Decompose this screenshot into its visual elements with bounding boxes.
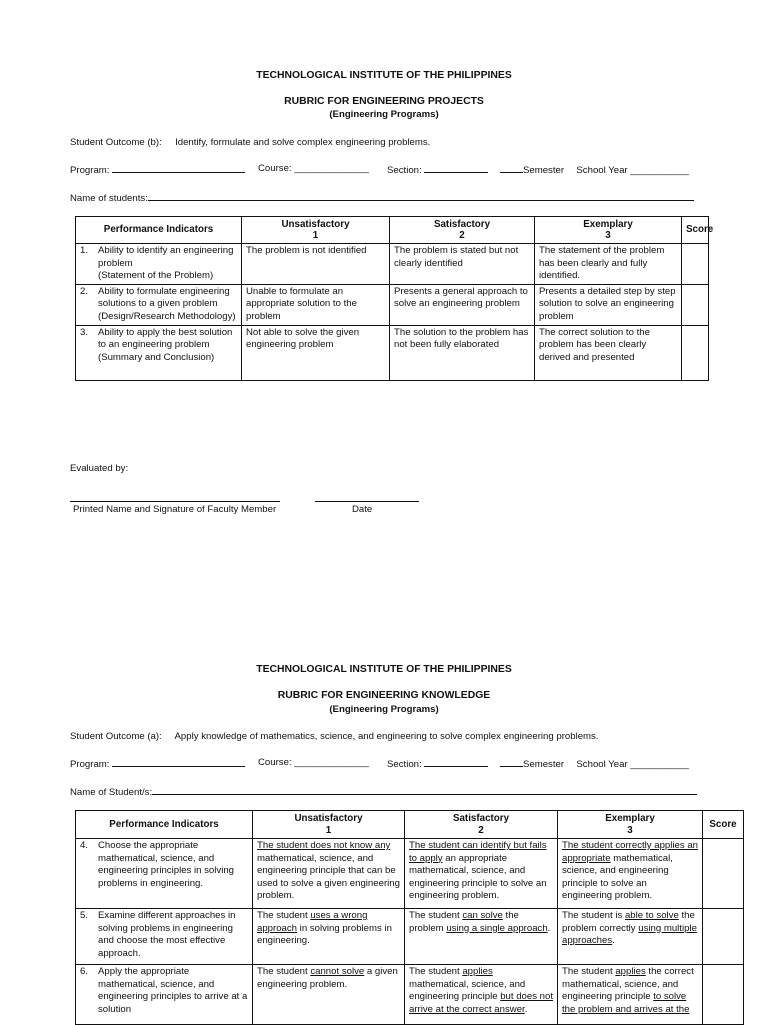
- rubric-table-2: [75, 810, 744, 1025]
- students-blank[interactable]: [152, 785, 697, 795]
- exemplary-cell: [535, 325, 682, 380]
- header-performance-indicators: Performance Indicators: [76, 217, 242, 244]
- header-exemplary: [535, 217, 682, 244]
- cell-text: The student: [257, 966, 311, 977]
- table-row: [76, 965, 744, 1025]
- indicator-text: [98, 840, 248, 890]
- unsatisfactory-cell: [253, 909, 405, 965]
- emphasis-text: The student correctly applies an appropriate: [562, 840, 698, 864]
- header-exem-num: 3: [627, 824, 633, 836]
- institute-name-2: TECHNOLOGICAL INSTITUTE OF THE PHILIPPINES: [256, 664, 512, 675]
- rubric-table-1: [75, 216, 714, 381]
- indicator-text: [98, 327, 237, 365]
- cell-text: a given engineering problem.: [257, 966, 398, 990]
- cell-text: the correct mathematical, science, and engineering principle: [562, 966, 694, 1003]
- score-cell[interactable]: [682, 244, 709, 285]
- date-caption: Date: [352, 504, 373, 515]
- students-label: Name of students:: [70, 193, 148, 204]
- cell-text: The student: [257, 910, 311, 921]
- table-row: [76, 909, 744, 965]
- rubric-title-1: RUBRIC FOR ENGINEERING PROJECTS: [284, 96, 484, 107]
- exemplary-cell: [558, 839, 703, 909]
- header-unsat-num: 1: [312, 230, 319, 241]
- emphasis-text: The student can identify but fails to apply: [409, 840, 547, 864]
- section-field-2[interactable]: [387, 757, 488, 772]
- cell-text: the problem correctly: [562, 910, 695, 934]
- satisfactory-cell: [390, 244, 535, 285]
- exemplary-cell: [535, 284, 682, 325]
- rubric-subtitle-2: (Engineering Programs): [329, 704, 439, 715]
- program-label: Program:: [70, 759, 110, 770]
- emphasis-text: cannot solve: [310, 966, 365, 977]
- score-cell[interactable]: [682, 325, 709, 380]
- header-satisfactory: [405, 811, 558, 839]
- satisfactory-cell: [390, 284, 535, 325]
- cell-text: (Statement of the Problem): [98, 270, 214, 282]
- satisfactory-cell: [405, 965, 558, 1025]
- section-field-1[interactable]: [387, 163, 488, 178]
- performance-indicator-cell: [76, 909, 253, 965]
- header-unsatisfactory: [253, 811, 405, 839]
- performance-indicator-cell: [76, 325, 242, 380]
- indicator-text: [98, 910, 248, 960]
- satisfactory-cell: [405, 839, 558, 909]
- cell-text: (Design/Research Methodology): [98, 310, 236, 322]
- outcome-label: Student Outcome (a):: [70, 731, 162, 742]
- signature-line[interactable]: [70, 501, 280, 502]
- table-row: [76, 325, 709, 380]
- indicator-text: [98, 245, 237, 283]
- cell-text: Apply the appropriate mathematical, science, and engineering principles to arrive at a solution: [98, 966, 248, 1015]
- course-blank[interactable]: ______________: [294, 163, 369, 174]
- cell-text: .: [524, 1003, 528, 1015]
- cell-text: Ability to formulate engineering solutions to a given problem: [98, 285, 230, 310]
- outcome-text: Identify, formulate and solve complex engineering problems.: [175, 137, 431, 148]
- score-cell[interactable]: [682, 284, 709, 325]
- cell-text: The correct solution to the problem has been clearly derived and presented: [539, 326, 650, 363]
- cell-text: mathematical, science, and engineering principle that can be used to solve a given engineering problem.: [257, 852, 400, 902]
- section-blank[interactable]: [424, 163, 488, 173]
- student-outcome-1: [70, 137, 430, 150]
- section-label: Section:: [387, 759, 422, 770]
- performance-indicator-cell: [76, 244, 242, 285]
- header-sat-num: 2: [459, 230, 465, 241]
- table-row: [76, 839, 744, 909]
- cell-text: The student: [409, 910, 463, 921]
- emphasis-text: but does not arrive at the correct answer: [409, 991, 554, 1015]
- program-field-2[interactable]: [70, 757, 245, 772]
- semester-label: Semester: [523, 759, 565, 770]
- emphasis-text: The student does not know any: [257, 840, 391, 851]
- performance-indicator-cell: [76, 965, 253, 1025]
- emphasis-text: using multiple approaches: [562, 922, 697, 947]
- cell-text: The statement of the problem has been clearly and fully identified.: [539, 245, 665, 282]
- cell-text: Ability to apply the best solution to an engineering problem: [98, 326, 233, 351]
- header-unsat-label: Unsatisfactory: [281, 218, 350, 230]
- table-row: [76, 284, 709, 325]
- header-performance-indicators: Performance Indicators: [76, 811, 253, 839]
- header-sat-num: 2: [478, 824, 484, 836]
- cell-text: the problem: [409, 910, 519, 934]
- semester-field-1[interactable]: [500, 163, 689, 178]
- indicator-number: 6.: [80, 966, 89, 977]
- cell-text: Unable to formulate an appropriate solution to the problem: [246, 285, 357, 322]
- cell-text: in solving problems in engineering.: [257, 922, 392, 947]
- header-unsatisfactory: [242, 217, 390, 244]
- cell-text: The solution to the problem has not been fully elaborated: [394, 326, 529, 351]
- header-exem-num: 3: [605, 230, 611, 241]
- indicator-number: 5.: [80, 910, 89, 921]
- school-year-blank[interactable]: ___________: [630, 165, 689, 176]
- indicator-number: 4.: [80, 840, 89, 851]
- course-field-2[interactable]: [258, 757, 369, 770]
- semester-blank[interactable]: [500, 757, 523, 767]
- school-year-blank[interactable]: ___________: [630, 759, 689, 770]
- cell-text: mathematical, science, and engineering principle: [409, 978, 526, 1003]
- semester-field-2[interactable]: [500, 757, 689, 772]
- header-satisfactory: [390, 217, 535, 244]
- performance-indicator-cell: [76, 284, 242, 325]
- indicator-number: 1.: [80, 245, 89, 256]
- header-sat-label: Satisfactory: [433, 218, 491, 230]
- cell-text: Presents a detailed step by step solution to solve an engineering problem: [539, 285, 676, 322]
- semester-blank[interactable]: [500, 163, 523, 173]
- header-unsat-num: 1: [325, 824, 332, 836]
- header-unsat-label: Unsatisfactory: [294, 813, 363, 824]
- cell-text: Ability to identify an engineering problem: [98, 245, 234, 269]
- header-sat-label: Satisfactory: [452, 813, 510, 824]
- header-exemplary: [558, 811, 703, 839]
- unsatisfactory-cell: [253, 839, 405, 909]
- cell-text: mathematical, science, and engineering principle to solve an engineering problem.: [562, 852, 673, 902]
- course-label: Course:: [258, 757, 292, 768]
- cell-text: Not able to solve the given engineering problem: [246, 326, 360, 351]
- emphasis-text: to solve the problem and arrives at the: [562, 991, 690, 1015]
- students-label: Name of Student/s:: [70, 787, 153, 798]
- outcome-label: Student Outcome (b):: [70, 137, 162, 148]
- emphasis-text: can solve: [462, 910, 503, 921]
- satisfactory-cell: [405, 909, 558, 965]
- cell-text: (Summary and Conclusion): [98, 351, 215, 363]
- cell-text: The problem is not identified: [246, 245, 367, 256]
- cell-text: .: [547, 922, 551, 934]
- cell-text: The student: [409, 966, 463, 977]
- cell-text: The problem is stated but not clearly identified: [394, 245, 519, 269]
- semester-label: Semester: [523, 165, 565, 176]
- students-field-2[interactable]: [70, 785, 697, 800]
- students-blank[interactable]: [148, 191, 694, 201]
- table-row: [76, 244, 709, 285]
- unsatisfactory-cell: [253, 965, 405, 1025]
- unsatisfactory-cell: [242, 325, 390, 380]
- emphasis-text: able to solve: [624, 910, 679, 921]
- header-score: Score: [703, 811, 744, 839]
- program-field-1[interactable]: [70, 163, 245, 178]
- evaluated-by-label: Evaluated by:: [70, 463, 129, 474]
- cell-text: an appropriate mathematical, science, and engineering principle to solve an engineering problem.: [409, 852, 547, 902]
- exemplary-cell: [535, 244, 682, 285]
- indicator-number: 2.: [80, 285, 89, 297]
- student-outcome-2: [70, 731, 599, 744]
- course-blank[interactable]: ______________: [294, 757, 369, 768]
- cell-text: Choose the appropriate mathematical, science, and engineering principles in solving problems in engineering.: [98, 840, 234, 889]
- cell-text: Presents a general approach to solve an engineering problem: [394, 285, 528, 310]
- program-blank[interactable]: [112, 757, 245, 767]
- cell-text: The student: [562, 966, 616, 977]
- indicator-number: 3.: [80, 326, 89, 338]
- satisfactory-cell: [390, 325, 535, 380]
- course-label: Course:: [258, 163, 292, 174]
- indicator-text: [98, 286, 237, 324]
- score-cell[interactable]: [703, 909, 744, 965]
- unsatisfactory-cell: [242, 284, 390, 325]
- date-line[interactable]: [315, 501, 419, 502]
- institute-name-1: TECHNOLOGICAL INSTITUTE OF THE PHILIPPINES: [256, 70, 512, 81]
- rubric-title-2: RUBRIC FOR ENGINEERING KNOWLEDGE: [277, 690, 491, 701]
- outcome-text: Apply knowledge of mathematics, science, and engineering to solve complex engineering problems.: [174, 731, 599, 742]
- performance-indicator-cell: [76, 839, 253, 909]
- school-year-label: School Year: [576, 165, 628, 176]
- students-field-1[interactable]: [70, 191, 694, 206]
- section-label: Section:: [387, 165, 422, 176]
- course-field-1[interactable]: [258, 163, 369, 176]
- exemplary-cell: [558, 965, 703, 1025]
- exemplary-cell: [558, 909, 703, 965]
- program-label: Program:: [70, 165, 110, 176]
- score-cell[interactable]: [703, 965, 744, 1025]
- indicator-text: [98, 966, 248, 1016]
- cell-text: .: [612, 935, 615, 947]
- emphasis-text: using a single approach: [446, 922, 548, 934]
- cell-text: Examine different approaches in solving problems in engineering and choose the most effective approach.: [98, 910, 236, 959]
- rubric-subtitle-1: (Engineering Programs): [329, 109, 439, 120]
- header-exem-label: Exemplary: [583, 218, 633, 230]
- signature-caption: Printed Name and Signature of Faculty Member: [73, 504, 277, 515]
- cell-text: The student is: [562, 910, 625, 921]
- emphasis-text: applies: [462, 966, 493, 977]
- header-score: Score: [682, 217, 709, 244]
- unsatisfactory-cell: [242, 244, 390, 285]
- score-cell[interactable]: [703, 839, 744, 909]
- section-blank[interactable]: [424, 757, 488, 767]
- emphasis-text: applies: [615, 966, 646, 977]
- emphasis-text: uses a wrong approach: [257, 910, 368, 934]
- school-year-label: School Year: [576, 759, 628, 770]
- header-exem-label: Exemplary: [605, 813, 655, 824]
- program-blank[interactable]: [112, 163, 245, 173]
